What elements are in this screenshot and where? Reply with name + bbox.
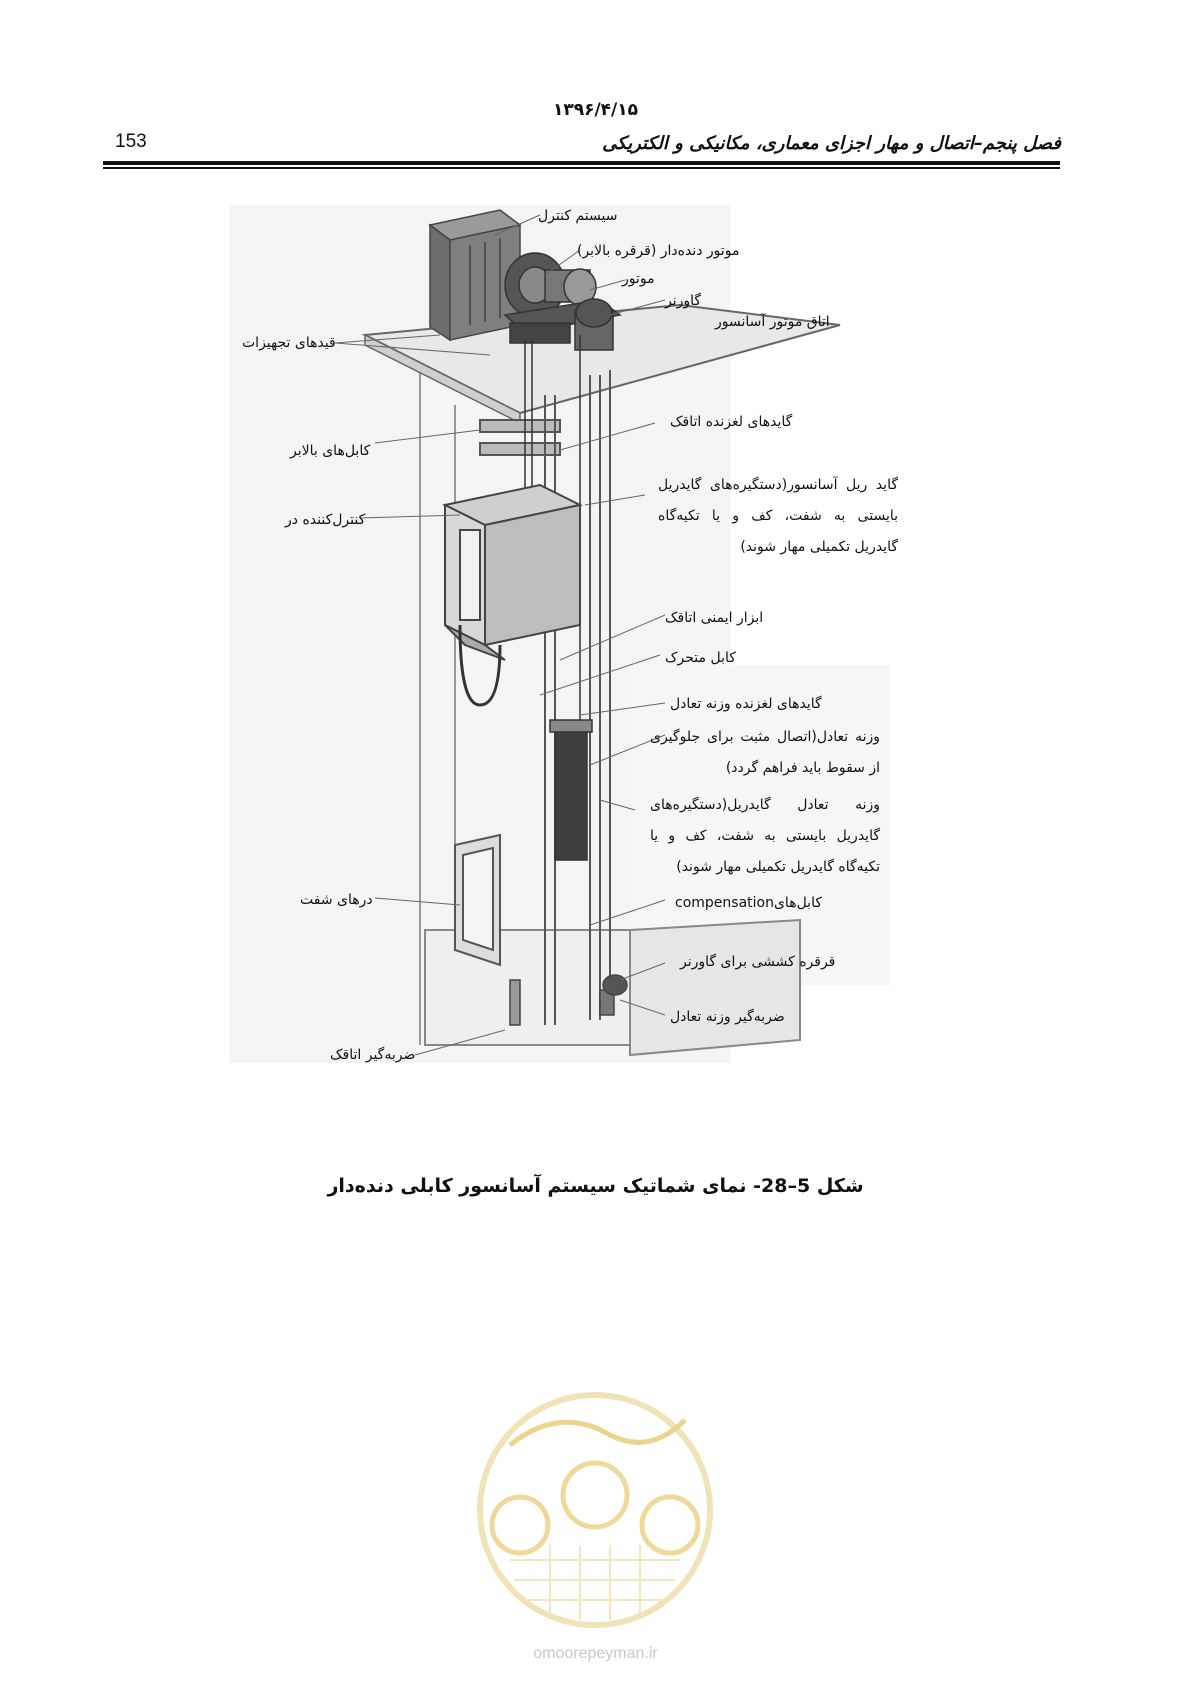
label-car-sliding-guides: گایدهای لغزنده اتاقک xyxy=(670,414,793,430)
label-rail-guide: گاید ریل آسانسور(دستگیره‌های گایدریل بایستی به شفت، کف و یا تکیه‌گاه گایدریل تکمیلی مهار شوند) xyxy=(658,477,898,555)
label-counterweight-guiderail: وزنه تعادل گایدریل(دستگیره‌های گایدریل بایستی به شفت، کف و یا تکیه‌گاه گایدریل تکمیلی مهار شوند) xyxy=(650,797,880,875)
label-compensation-cables: کابل‌هایcompensation xyxy=(675,895,823,911)
watermark-logo xyxy=(470,1385,720,1645)
document-date: ۱۳۹۶/۴/۱۵ xyxy=(552,100,639,120)
label-travelling-cable: کابل متحرک xyxy=(665,650,736,666)
header-rule-thick xyxy=(103,161,1060,165)
header-rule-thin xyxy=(103,167,1060,169)
elevator-schematic-figure xyxy=(160,205,990,1160)
label-shaft-doors: درهای شفت xyxy=(300,892,373,908)
label-hoist-cables: کابل‌های بالابر xyxy=(290,443,371,459)
chapter-title: فصل پنجم–اتصال و مهار اجزای معماری، مکانیکی و الکتریکی xyxy=(602,133,1061,154)
label-governor-tension-pulley: قرقره کششی برای گاورنر xyxy=(680,954,836,970)
figure-caption: شکل 5–28- نمای شماتیک سیستم آسانسور کابلی دنده‌دار xyxy=(327,1175,864,1197)
label-counterweight: وزنه تعادل(اتصال مثبت برای جلوگیری از سقوط باید فراهم گردد) xyxy=(650,729,880,776)
watermark-url: omoorepeyman.ir xyxy=(533,1645,658,1662)
label-car-buffer: ضربه‌گیر اتاقک xyxy=(330,1047,416,1063)
page-number: 153 xyxy=(115,131,147,152)
label-door-controller: کنترل‌کننده در xyxy=(285,512,366,528)
label-equipment-beams: قیدهای تجهیزات xyxy=(242,335,336,351)
label-machine-room: اتاق موتور آسانسور xyxy=(715,314,830,330)
label-car-safety-device: ابزار ایمنی اتاقک xyxy=(665,610,764,626)
label-geared-motor: موتور دنده‌دار (قرقره بالابر) xyxy=(577,243,740,259)
label-motor: موتور xyxy=(622,271,655,287)
label-governor: گاورنر xyxy=(665,293,702,309)
label-control-system: سیستم کنترل xyxy=(538,208,618,224)
label-counterweight-buffer: ضربه‌گیر وزنه تعادل xyxy=(670,1009,785,1025)
label-counterweight-sliding-guides: گایدهای لغزنده وزنه تعادل xyxy=(670,696,822,712)
